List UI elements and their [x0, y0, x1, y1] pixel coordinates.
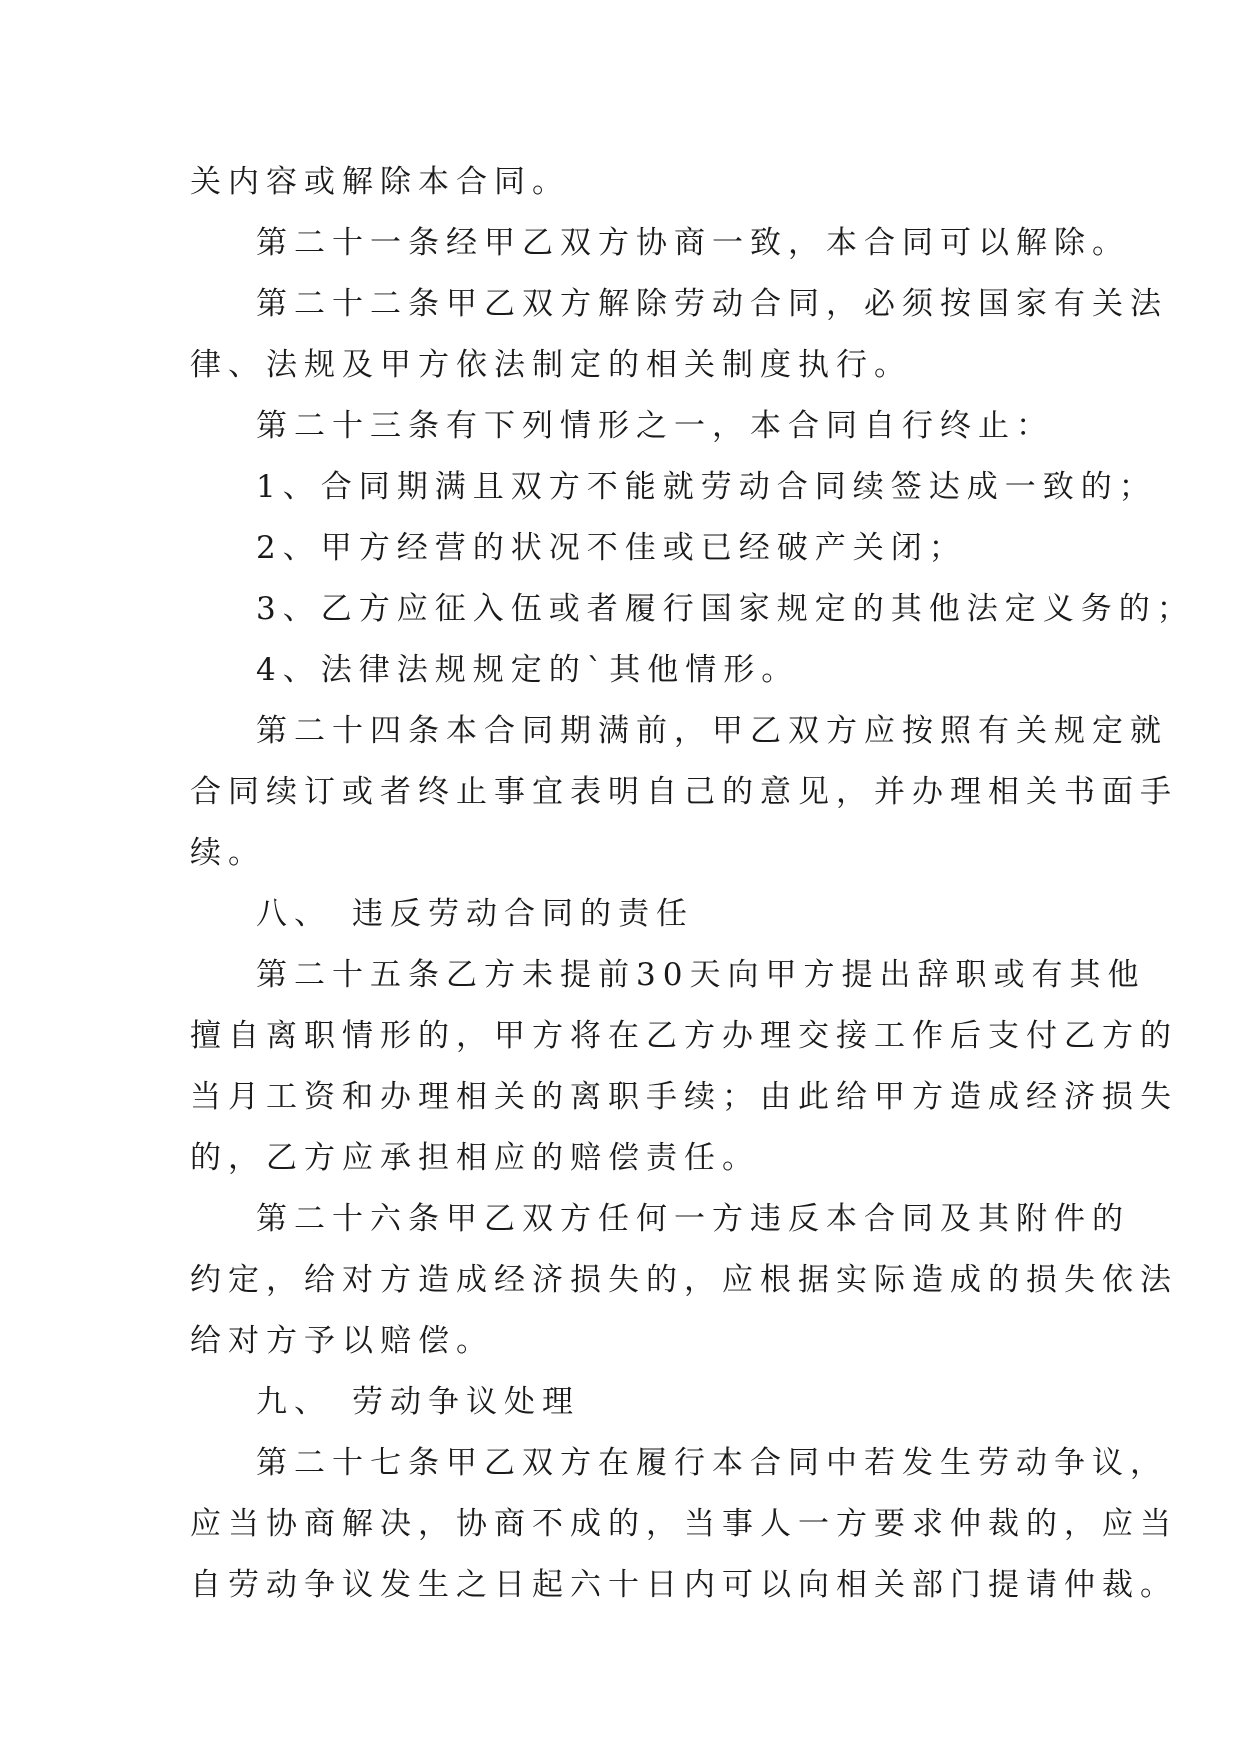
text-line: 擅自离职情形的，甲方将在乙方办理交接工作后支付乙方的: [190, 1018, 1178, 1054]
article-24: 第二十四条本合同期满前，甲乙双方应按照有关规定就: [256, 713, 1168, 749]
list-item-1: 1、合同期满且双方不能就劳动合同续签达成一致的；: [256, 469, 1157, 505]
list-item-3: 3、乙方应征入伍或者履行国家规定的其他法定义务的；: [256, 591, 1195, 627]
section-heading-8: [190, 884, 1070, 945]
text-line: 应当协商解决，协商不成的，当事人一方要求仲裁的，应当: [190, 1506, 1178, 1542]
text-line: 给对方予以赔偿。: [190, 1323, 494, 1359]
text-line: 约定，给对方造成经济损失的，应根据实际造成的损失依法: [190, 1262, 1178, 1298]
text-line: 续。: [190, 835, 266, 871]
list-item-2: 2、甲方经营的状况不佳或已经破产关闭；: [256, 530, 967, 566]
article-22: 第二十二条甲乙双方解除劳动合同，必须按国家有关法: [256, 286, 1168, 322]
section-heading-9: [190, 1372, 1070, 1433]
text-line: 关内容或解除本合同。: [190, 164, 570, 200]
text-line: 当月工资和办理相关的离职手续；由此给甲方造成经济损失: [190, 1079, 1178, 1115]
document-body: [190, 152, 1195, 1616]
article-26: 第二十六条甲乙双方任何一方违反本合同及其附件的: [256, 1201, 1130, 1237]
text-line: 合同续订或者终止事宜表明自己的意见，并办理相关书面手: [190, 774, 1178, 810]
text-line: 律、法规及甲方依法制定的相关制度执行。: [190, 347, 912, 383]
section-number: 八、: [256, 896, 332, 932]
article-23: 第二十三条有下列情形之一，本合同自行终止：: [256, 408, 1054, 444]
section-title: 劳动争议处理: [352, 1384, 580, 1420]
section-title: 违反劳动合同的责任: [352, 896, 694, 932]
list-item-4: 4、法律法规规定的`其他情形。: [256, 652, 800, 688]
text-line: 自劳动争议发生之日起六十日内可以向相关部门提请仲裁。: [190, 1567, 1178, 1603]
section-number: 九、: [256, 1384, 332, 1420]
article-25: 第二十五条乙方未提前30天向甲方提出辞职或有其他: [256, 957, 1146, 993]
article-27: 第二十七条甲乙双方在履行本合同中若发生劳动争议，: [256, 1445, 1168, 1481]
article-21: 第二十一条经甲乙双方协商一致，本合同可以解除。: [256, 225, 1130, 261]
text-line: 的，乙方应承担相应的赔偿责任。: [190, 1140, 760, 1176]
